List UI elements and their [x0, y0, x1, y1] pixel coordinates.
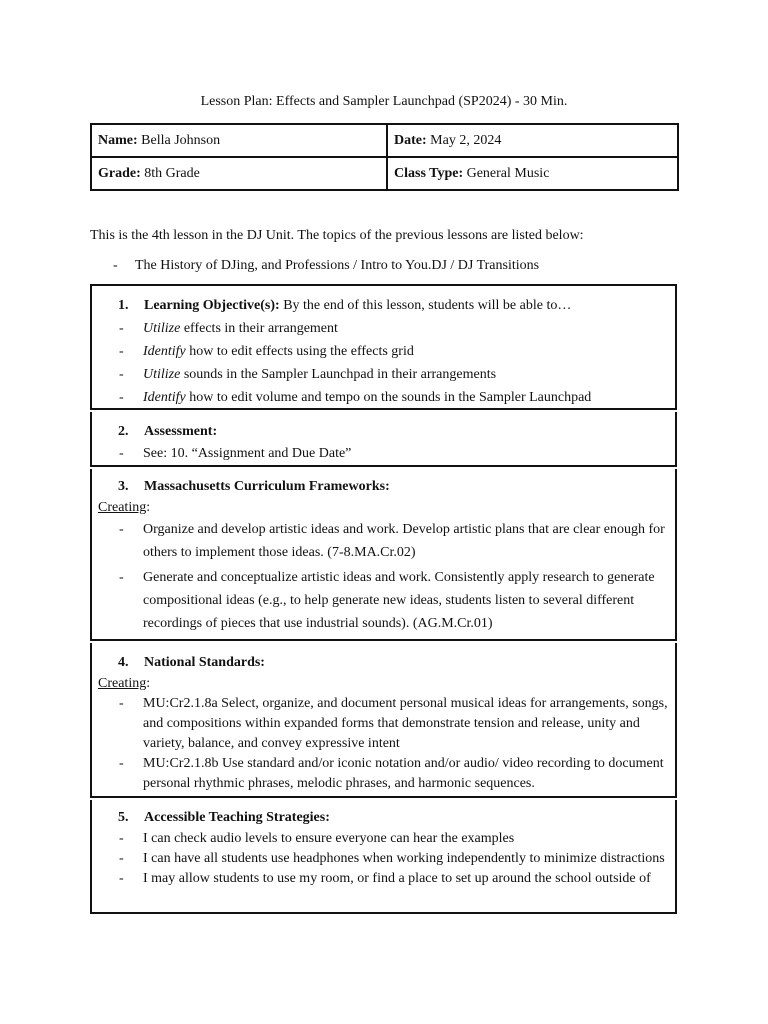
list-item: - Generate and conceptualize artistic ideas and work. Consistently apply research to generate compositional ideas (e.g., to help generate new ideas, students listen to several different recordings of pieces that use industrial sounds). (AG.M.Cr.01): [119, 570, 655, 631]
section-heading: 1. Learning Objective(s): By the end of this lesson, students will be able to…: [118, 298, 572, 313]
list-item: - Utilize effects in their arrangement: [119, 321, 338, 336]
class-type-value: General Music: [463, 165, 550, 181]
list-item: - I may allow students to use my room, or find a place to set up around the school outside of: [119, 871, 651, 886]
section-heading: 5. Accessible Teaching Strategies:: [118, 810, 330, 825]
list-item: - See: 10. “Assignment and Due Date”: [119, 446, 352, 461]
list-item: - I can have all students use headphones when working independently to minimize distractions: [119, 851, 665, 866]
grade-cell: Grade: 8th Grade: [91, 157, 387, 190]
list-item: - MU:Cr2.1.8b Use standard and/or iconic notation and/or audio/ video recording to document personal rhythmic phrases, melodic phrases, and harmonic sequences.: [119, 756, 664, 791]
previous-lessons: - The History of DJing, and Professions / Intro to You.DJ / DJ Transitions: [113, 258, 540, 273]
name-cell: Name: Bella Johnson: [91, 124, 387, 157]
list-item: - Identify how to edit effects using the effects grid: [119, 344, 414, 359]
section-massachusetts-frameworks: [90, 469, 677, 641]
lesson-title: Lesson Plan: Effects and Sampler Launchpad (SP2024) - 30 Min.: [200, 94, 568, 109]
list-item: - Identify how to edit volume and tempo on the sounds in the Sampler Launchpad: [119, 390, 592, 405]
list-item: - Organize and develop artistic ideas and work. Develop artistic plans that are clear enough for others to implement those ideas. (7-8.MA.Cr.02): [119, 522, 665, 560]
class-type-cell: Class Type: General Music: [387, 157, 678, 190]
list-item: - Utilize sounds in the Sampler Launchpad in their arrangements: [119, 367, 497, 382]
list-item: - MU:Cr2.1.8a Select, organize, and document personal musical ideas for arrangements, songs, and compositions within expanded forms that demonstrate tension and release, unity and variety, balance, and convey expressive intent: [119, 696, 668, 751]
section-national-standards: [90, 643, 677, 798]
info-table: [90, 123, 679, 191]
section-accessible-teaching: [90, 800, 677, 914]
list-item: - I can check audio levels to ensure everyone can hear the examples: [119, 831, 515, 846]
grade-value: 8th Grade: [140, 165, 200, 181]
subheading-creating: Creating:: [98, 500, 151, 515]
date-cell: Date: May 2, 2024: [387, 124, 678, 157]
section-heading: 3. Massachusetts Curriculum Frameworks:: [118, 479, 390, 494]
section-learning-objectives: [90, 284, 677, 410]
unit-intro: This is the 4th lesson in the DJ Unit. The topics of the previous lessons are listed below:: [90, 228, 584, 243]
section-heading: 4. National Standards:: [118, 655, 265, 670]
date-value: May 2, 2024: [426, 132, 502, 148]
subheading-creating: Creating:: [98, 676, 151, 691]
name-value: Bella Johnson: [137, 132, 221, 148]
section-heading: 2. Assessment:: [118, 424, 218, 439]
section-assessment: [90, 412, 677, 467]
